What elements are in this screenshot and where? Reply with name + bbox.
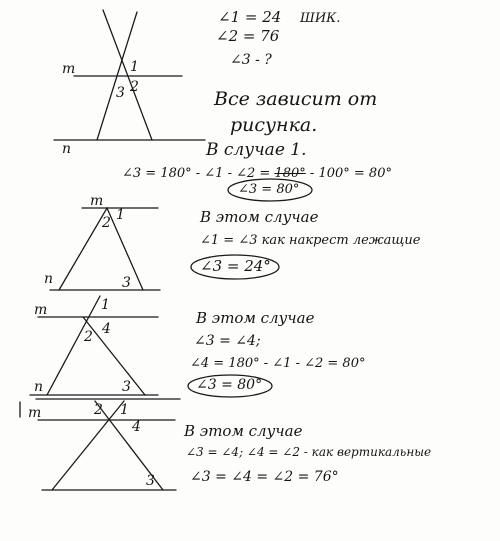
note-line-2: рисунка.: [230, 114, 318, 136]
fig2-angle-1: 1: [116, 207, 125, 223]
figure-1: [54, 10, 205, 140]
fig4-angle-4: 4: [132, 419, 141, 435]
fig1-angle-2: 2: [130, 79, 139, 95]
fig3-angle-4: 4: [102, 321, 111, 337]
given-question: ∠3 - ?: [230, 52, 272, 68]
fig3-angle-2: 2: [84, 329, 93, 345]
fig3-label-m: m: [34, 302, 48, 318]
fig1-label-m: m: [62, 61, 76, 77]
fig4-angle-3: 3: [146, 473, 155, 489]
fig1-label-n: n: [62, 141, 72, 157]
case1-answer: ∠3 = 80°: [238, 182, 300, 197]
fig2-angle-3: 3: [122, 275, 131, 291]
case1-formula: [122, 167, 392, 180]
case2-reason: ∠1 = ∠3 как накрест лежащие: [200, 233, 421, 248]
case3-line-2: ∠4 = 180° - ∠1 - ∠2 = 80°: [190, 356, 366, 371]
side-left-fig3: [47, 296, 100, 395]
case3-line-1: ∠3 = ∠4;: [194, 333, 261, 349]
fig3-angle-1: 1: [101, 297, 110, 313]
fig4-angle-1: 1: [120, 402, 129, 418]
given-units: ШИК.: [300, 11, 341, 26]
fig4-label-m: m: [28, 405, 42, 421]
case1-title: В случае 1.: [206, 140, 307, 160]
case4-line-1: ∠3 = ∠4; ∠4 = ∠2 - как вертикальные: [186, 445, 432, 459]
case2-answer: ∠3 = 24°: [200, 257, 271, 275]
given-angle-1: ∠1 = 24: [218, 8, 282, 26]
case1-formula-left: ∠3 = 180° - ∠1 - ∠2 =: [122, 166, 271, 181]
fig3-label-n: n: [34, 379, 44, 395]
case1-formula-right: - 100° = 80°: [309, 166, 392, 181]
fig1-angle-1: 1: [130, 59, 139, 75]
fig1-angle-3: 3: [116, 85, 125, 101]
case2-title: В этом случае: [200, 208, 319, 226]
given-angle-2: ∠2 = 76: [216, 27, 280, 45]
fig4-angle-2: 2: [94, 402, 103, 418]
case4-title: В этом случае: [184, 422, 303, 440]
case4-line-2: ∠3 = ∠4 = ∠2 = 76°: [190, 469, 339, 485]
fig2-angle-2: 2: [102, 215, 111, 231]
fig2-label-n: n: [44, 271, 54, 287]
transversal-1-fig1: [103, 10, 152, 140]
fig2-label-m: m: [90, 193, 104, 209]
note-line-1: Все зависит от: [214, 88, 378, 110]
fig3-angle-3: 3: [122, 379, 131, 395]
case3-title: В этом случае: [196, 309, 315, 327]
case3-answer: ∠3 = 80°: [196, 377, 263, 393]
side-left-fig4: [52, 401, 124, 490]
case1-formula-struck: 180°: [274, 166, 306, 181]
figure-3: [30, 296, 158, 395]
